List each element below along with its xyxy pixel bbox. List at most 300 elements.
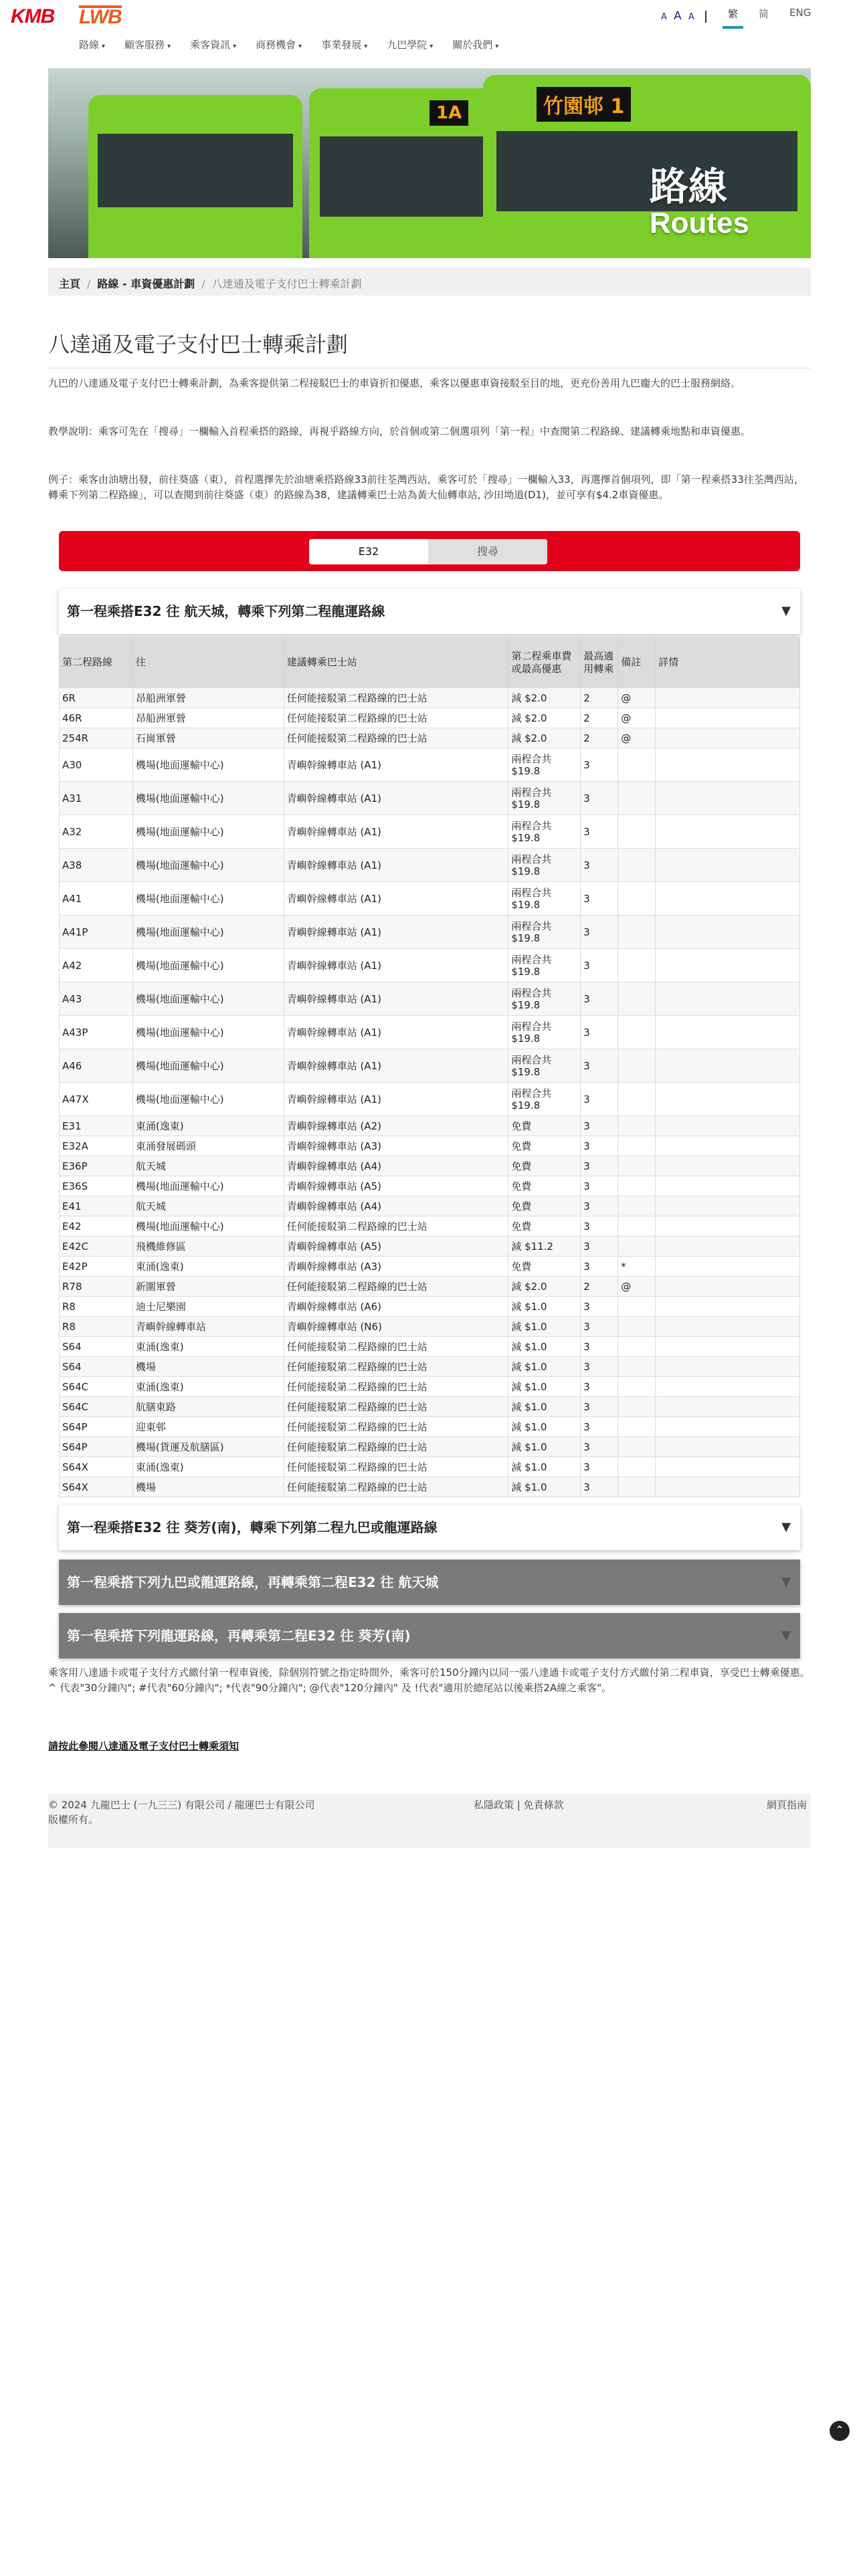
cell-fare: 減 $1.0 [508,1477,581,1497]
cell-route[interactable]: 254R [60,728,133,748]
cell-max-transfers: 3 [581,1477,618,1497]
cell-route[interactable]: A38 [60,849,133,882]
table-row [60,688,800,708]
bus-destination-sign-1a: 1A [430,100,468,126]
cell-route[interactable]: E41 [60,1196,133,1216]
cell-destination: 機場(地面運輸中心) [132,748,284,782]
cell-destination: 機場(地面運輸中心) [132,1049,284,1083]
table-row [60,1297,800,1317]
cell-interchange: 任何能接駁第二程路線的巴士站 [284,1417,508,1437]
bus-destination-sign: 竹園邨 1 [537,87,631,122]
cell-details[interactable] [656,782,800,815]
cell-fare: 免費 [508,1136,581,1156]
cell-details[interactable] [656,949,800,982]
accordion-title: 第一程乘搭E32 往 葵芳(南)，轉乘下列第二程九巴或龍運路線 [67,1519,438,1535]
cell-remarks [618,1116,656,1136]
cell-details[interactable] [656,1196,800,1216]
cell-details[interactable] [656,1317,800,1337]
cell-fare: 兩程合共 $19.8 [508,949,581,982]
cell-route[interactable]: A43P [60,1016,133,1049]
cell-destination: 東涌(逸東) [132,1337,284,1357]
cell-interchange: 青嶼幹線轉車站 (A3) [284,1257,508,1277]
cell-max-transfers: 3 [581,1136,618,1156]
cell-destination: 機場(地面運輸中心) [132,815,284,849]
cell-details[interactable] [656,1477,800,1497]
cell-details[interactable] [656,1136,800,1156]
cell-destination: 航天城 [132,1156,284,1176]
cell-destination: 機場(地面運輸中心) [132,1016,284,1049]
cell-destination: 青嶼幹線轉車站 [132,1317,284,1337]
cell-details[interactable] [656,1377,800,1397]
table-row [60,815,800,849]
table-row [60,1257,800,1277]
cell-fare: 減 $1.0 [508,1297,581,1317]
arrow-up-icon: ⌃ [835,2424,844,2436]
table-row [60,1016,800,1049]
accordion-first-leg-to-airport[interactable] [59,588,800,634]
table-row [60,1357,800,1377]
accordion-second-leg-to-airport[interactable] [59,1560,800,1605]
cell-max-transfers: 2 [581,708,618,728]
cell-route[interactable]: A41P [60,916,133,949]
cell-max-transfers: 2 [581,728,618,748]
footer-copyright [48,1798,363,1827]
cell-fare: 減 $1.0 [508,1397,581,1417]
cell-route[interactable]: E42 [60,1216,133,1237]
cell-details[interactable] [656,1277,800,1297]
cell-interchange: 任何能接駁第二程路線的巴士站 [284,1457,508,1477]
cell-fare: 減 $2.0 [508,728,581,748]
cell-max-transfers: 3 [581,982,618,1016]
cell-remarks [618,1156,656,1176]
cell-remarks [618,1457,656,1477]
cell-destination: 昂船洲軍營 [132,688,284,708]
chevron-down-icon: ▾ [102,43,106,50]
cell-route[interactable]: 6R [60,688,133,708]
table-row [60,1437,800,1457]
kmb-logo[interactable]: KMB [11,5,55,27]
cell-fare: 免費 [508,1257,581,1277]
cell-interchange: 青嶼幹線轉車站 (A1) [284,916,508,949]
cell-fare: 兩程合共 $19.8 [508,882,581,916]
cell-route[interactable]: A41 [60,882,133,916]
cell-details[interactable] [656,1417,800,1437]
chevron-down-icon: ▾ [495,43,499,50]
nav-passenger-info[interactable]: 乘客資訊 ▾ [190,39,237,51]
cell-destination: 迪士尼樂園 [132,1297,284,1317]
cell-fare: 兩程合共 $19.8 [508,916,581,949]
cell-interchange: 青嶼幹線轉車站 (A5) [284,1237,508,1257]
cell-destination: 機場 [132,1357,284,1377]
lang-traditional[interactable]: 繁 [723,7,743,29]
cell-remarks [618,1317,656,1337]
cell-details[interactable] [656,688,800,708]
cell-max-transfers: 2 [581,1277,618,1297]
table-row [60,1417,800,1437]
table-row [60,1317,800,1337]
cell-details[interactable] [656,1016,800,1049]
hero-banner [48,68,811,258]
cell-destination: 機場(地面運輸中心) [132,782,284,815]
cell-destination: 東涌(逸東) [132,1377,284,1397]
col-destination: 往 [132,637,284,688]
table-row [60,708,800,728]
cell-details[interactable] [656,1237,800,1257]
cell-route[interactable]: S64 [60,1337,133,1357]
cell-destination: 東涌(逸東) [132,1257,284,1277]
nav-about[interactable]: 關於我們 ▾ [452,39,499,51]
table-row [60,1237,800,1257]
breadcrumb-fare-schemes[interactable]: 路線 - 車資優惠計劃 [97,278,195,290]
breadcrumb-current: 八達通及電子支付巴士轉乘計劃 [211,278,362,290]
cell-route[interactable]: E36P [60,1156,133,1176]
cell-interchange: 青嶼幹線轉車站 (A1) [284,882,508,916]
cell-max-transfers: 3 [581,1176,618,1196]
table-row [60,1277,800,1297]
cell-max-transfers: 3 [581,1196,618,1216]
col-details: 詳情 [656,637,800,688]
cell-interchange: 任何能接駁第二程路線的巴士站 [284,1337,508,1357]
cell-interchange: 任何能接駁第二程路線的巴士站 [284,1216,508,1237]
cell-fare: 減 $11.2 [508,1237,581,1257]
example-paragraph: 例子：乘客由油塘出發，前往葵盛（東），首程選擇先於油塘乘搭路線33前往荃灣西站，乘客可於「搜尋」一欄輸入33，再選擇首個項列，即「第一程乘搭33往荃灣西站，轉乘下列第二程路線」，可以查閱到前往葵盛（東）的路線為38，建議轉乘巴士站為黃大仙轉車站, 沙田坳道(D1)，並可享有$4.2車資優惠。 [48,473,804,501]
lang-english[interactable]: ENG [789,7,812,19]
cell-route[interactable]: S64P [60,1437,133,1457]
table-header-row [60,637,800,688]
breadcrumb-separator: / [201,278,205,290]
cell-max-transfers: 3 [581,1156,618,1176]
cell-remarks: @ [618,728,656,748]
chevron-down-icon: ▾ [298,43,302,50]
cell-fare: 減 $2.0 [508,708,581,728]
cell-interchange: 青嶼幹線轉車站 (A1) [284,748,508,782]
cell-fare: 兩程合共 $19.8 [508,982,581,1016]
cell-interchange: 青嶼幹線轉車站 (A1) [284,849,508,882]
cell-route[interactable]: A43 [60,982,133,1016]
cell-interchange: 任何能接駁第二程路線的巴士站 [284,708,508,728]
cell-details[interactable] [656,1083,800,1116]
cell-interchange: 青嶼幹線轉車站 (A4) [284,1156,508,1176]
cell-interchange: 青嶼幹線轉車站 (A1) [284,982,508,1016]
cell-max-transfers: 3 [581,1397,618,1417]
cell-remarks [618,982,656,1016]
cell-details[interactable] [656,1176,800,1196]
main-nav [79,37,518,59]
cell-fare: 免費 [508,1116,581,1136]
cell-fare: 免費 [508,1176,581,1196]
table-row [60,1176,800,1196]
cell-details[interactable] [656,1397,800,1417]
cell-destination: 東涌發展碼頭 [132,1136,284,1156]
cell-route[interactable]: E31 [60,1116,133,1136]
table-row [60,982,800,1016]
cell-interchange: 青嶼幹線轉車站 (A1) [284,1016,508,1049]
cell-remarks [618,1437,656,1457]
cell-max-transfers: 3 [581,1437,618,1457]
cell-route[interactable]: E42P [60,1257,133,1277]
accordion-first-leg-to-kwai-fong[interactable] [59,1505,800,1550]
cell-details[interactable] [656,916,800,949]
cell-remarks [618,1196,656,1216]
bus-image-left [88,95,302,258]
accordion-title: 第一程乘搭下列九巴或龍運路線，再轉乘第二程E32 往 航天城 [67,1574,439,1590]
table-row [60,1049,800,1083]
text-size-small[interactable]: A [661,12,669,22]
cell-fare: 兩程合共 $19.8 [508,748,581,782]
cell-details[interactable] [656,1457,800,1477]
caret-down-icon: ▼ [781,1520,791,1534]
col-remarks: 備註 [618,637,656,688]
cell-route[interactable]: R78 [60,1277,133,1297]
text-size-medium[interactable]: A [674,9,684,23]
cell-fare: 減 $1.0 [508,1337,581,1357]
cell-details[interactable] [656,1049,800,1083]
table-row [60,1457,800,1477]
cell-destination: 東涌(逸東) [132,1457,284,1477]
cell-route[interactable]: E32A [60,1136,133,1156]
banner-title-zh: 路線 [649,164,727,209]
cell-remarks [618,1397,656,1417]
cell-fare: 減 $1.0 [508,1377,581,1397]
text-size-switcher [661,9,696,23]
cell-max-transfers: 3 [581,949,618,982]
cell-fare: 減 $1.0 [508,1317,581,1337]
tab-e32[interactable]: E32 [309,539,428,564]
cell-max-transfers: 3 [581,1216,618,1237]
cell-max-transfers: 3 [581,748,618,782]
table-row [60,1377,800,1397]
cell-details[interactable] [656,1257,800,1277]
cell-max-transfers: 3 [581,782,618,815]
footer-links [474,1798,564,1812]
cell-remarks [618,1357,656,1377]
cell-remarks: @ [618,708,656,728]
cell-destination: 機場(地面運輸中心) [132,1216,284,1237]
cell-max-transfers: 3 [581,1016,618,1049]
table-row [60,1397,800,1417]
cell-destination: 航天城 [132,1196,284,1216]
cell-fare: 兩程合共 $19.8 [508,815,581,849]
cell-destination: 機場 [132,1477,284,1497]
cell-details[interactable] [656,815,800,849]
transfer-note: 乘客用八達通卡或電子支付方式繳付第一程車資後，除個別符號之指定時間外，乘客可於150分鐘內以同一張八達通卡或電子支付方式繳付第二程車資，享受巴士轉乘優惠。 ^ 代表"30分鐘內"; #代表"60分鐘內"; *代表"90分鐘內"; @代表"120分鐘內" 及 !代表"適用於總尾站以後乘搭2A線之乘客"。 [48,1667,810,1694]
cell-destination: 機場(地面運輸中心) [132,849,284,882]
cell-details[interactable] [656,708,800,728]
cell-interchange: 任何能接駁第二程路線的巴士站 [284,1397,508,1417]
transfer-notice-link[interactable]: 請按此參閱八達通及電子支付巴士轉乘須知 [48,1740,240,1752]
cell-details[interactable] [656,748,800,782]
cell-route[interactable]: A32 [60,815,133,849]
cell-route[interactable]: S64X [60,1477,133,1497]
cell-details[interactable] [656,882,800,916]
cell-remarks [618,916,656,949]
cell-interchange: 青嶼幹線轉車站 (A3) [284,1136,508,1156]
table-row [60,916,800,949]
cell-details[interactable] [656,1116,800,1136]
cell-details[interactable] [656,982,800,1016]
cell-route[interactable]: S64C [60,1397,133,1417]
cell-route[interactable]: R8 [60,1317,133,1337]
text-size-large[interactable]: A [688,12,696,22]
cell-destination: 航膳東路 [132,1397,284,1417]
nav-customer-service[interactable]: 顧客服務 ▾ [124,39,171,51]
cell-route[interactable]: S64P [60,1417,133,1437]
cell-details[interactable] [656,1216,800,1237]
cell-remarks [618,1049,656,1083]
nav-careers[interactable]: 事業發展 ▾ [321,39,368,51]
cell-details[interactable] [656,1337,800,1357]
cell-remarks [618,748,656,782]
cell-route[interactable]: A46 [60,1049,133,1083]
cell-remarks [618,1136,656,1156]
cell-interchange: 任何能接駁第二程路線的巴士站 [284,1477,508,1497]
cell-details[interactable] [656,849,800,882]
cell-fare: 免費 [508,1156,581,1176]
lwb-logo[interactable]: LWB [79,6,122,28]
cell-route[interactable]: A42 [60,949,133,982]
cell-route[interactable]: A31 [60,782,133,815]
cell-remarks [618,1337,656,1357]
cell-route[interactable]: S64C [60,1377,133,1397]
bus-image-right [483,75,811,258]
col-interchange-stop: 建議轉乘巴士站 [284,637,508,688]
table-row [60,728,800,748]
cell-fare: 減 $2.0 [508,1277,581,1297]
table-row [60,748,800,782]
table-row [60,1083,800,1116]
cell-details[interactable] [656,1357,800,1377]
table-row [60,1136,800,1156]
cell-max-transfers: 3 [581,815,618,849]
tab-search[interactable]: 搜尋 [428,539,547,564]
cell-details[interactable] [656,1297,800,1317]
cell-destination: 機場(地面運輸中心) [132,982,284,1016]
breadcrumb-home[interactable]: 主頁 [59,278,81,290]
cell-interchange: 任何能接駁第二程路線的巴士站 [284,1377,508,1397]
cell-remarks [618,849,656,882]
cell-fare: 兩程合共 $19.8 [508,782,581,815]
header-divider [705,11,706,23]
cell-interchange: 青嶼幹線轉車站 (A1) [284,949,508,982]
chevron-down-icon: ▾ [430,43,434,50]
cell-route[interactable]: A47X [60,1083,133,1116]
cell-remarks: @ [618,1277,656,1297]
cell-destination: 飛機維修區 [132,1237,284,1257]
cell-fare: 兩程合共 $19.8 [508,1016,581,1049]
nav-business[interactable]: 商務機會 ▾ [256,39,302,51]
cell-max-transfers: 3 [581,1049,618,1083]
cell-remarks [618,1417,656,1437]
table-row [60,849,800,882]
col-max-transfers: 最高適用轉乘 [581,637,618,688]
banner-title [650,166,749,239]
cell-interchange: 青嶼幹線轉車站 (A1) [284,815,508,849]
cell-remarks [618,882,656,916]
back-to-top-button[interactable] [830,2421,850,2441]
disclaimer-link[interactable]: 免責條款 [523,1799,564,1811]
table-row [60,1116,800,1136]
cell-destination: 機場(地面運輸中心) [132,882,284,916]
cell-remarks [618,782,656,815]
privacy-policy-link[interactable]: 私隱政策 [474,1799,514,1811]
cell-destination: 機場(地面運輸中心) [132,916,284,949]
lang-simplified[interactable]: 简 [759,8,769,20]
cell-fare: 兩程合共 $19.8 [508,849,581,882]
cell-remarks [618,1176,656,1196]
cell-destination: 昂船洲軍營 [132,708,284,728]
route-tab-bar [59,531,800,571]
cell-details[interactable] [656,728,800,748]
cell-fare: 免費 [508,1196,581,1216]
table-row [60,1477,800,1497]
cell-remarks: @ [618,688,656,708]
caret-down-icon: ▼ [781,1575,791,1589]
cell-destination: 機場(地面運輸中心) [132,949,284,982]
cell-route[interactable]: R8 [60,1297,133,1317]
cell-fare: 減 $1.0 [508,1457,581,1477]
cell-route[interactable]: S64 [60,1357,133,1377]
accordion-second-leg-to-kwai-fong[interactable] [59,1613,800,1658]
cell-max-transfers: 2 [581,688,618,708]
nav-routes[interactable]: 路線 ▾ [79,39,106,51]
caret-down-icon: ▼ [781,1628,791,1642]
cell-interchange: 任何能接駁第二程路線的巴士站 [284,688,508,708]
cell-route[interactable]: 46R [60,708,133,728]
chevron-down-icon: ▾ [364,43,368,50]
copyright-text: © 2024 九龍巴士 (一九三三) 有限公司 / 龍運巴士有限公司 [48,1799,315,1811]
cell-route[interactable]: E36S [60,1176,133,1196]
cell-fare: 兩程合共 $19.8 [508,1049,581,1083]
cell-route[interactable]: E42C [60,1237,133,1257]
cell-remarks: * [618,1257,656,1277]
accordion-title: 第一程乘搭E32 往 航天城，轉乘下列第二程龍運路線 [67,603,385,619]
cell-max-transfers: 3 [581,1083,618,1116]
table-row [60,1196,800,1216]
table-row [60,1337,800,1357]
cell-remarks [618,815,656,849]
banner-title-en: Routes [649,207,749,239]
cell-remarks [618,1237,656,1257]
cell-max-transfers: 3 [581,1317,618,1337]
cell-destination: 石崗軍營 [132,728,284,748]
cell-route[interactable]: S64X [60,1457,133,1477]
cell-remarks [618,1216,656,1237]
nav-academy[interactable]: 九巴學院 ▾ [387,39,434,51]
col-second-leg-route: 第二程路線 [60,637,133,688]
footer-link-separator: | [514,1799,524,1811]
table-row [60,1216,800,1237]
cell-route[interactable]: A30 [60,748,133,782]
cell-interchange: 青嶼幹線轉車站 (A4) [284,1196,508,1216]
cell-max-transfers: 3 [581,1257,618,1277]
cell-details[interactable] [656,1156,800,1176]
cell-interchange: 任何能接駁第二程路線的巴士站 [284,728,508,748]
cell-details[interactable] [656,1437,800,1457]
site-header [0,0,859,33]
table-row [60,949,800,982]
table-row [60,782,800,815]
accordion-title: 第一程乘搭下列龍運路線，再轉乘第二程E32 往 葵芳(南) [67,1628,411,1644]
cell-max-transfers: 3 [581,916,618,949]
cell-interchange: 任何能接駁第二程路線的巴士站 [284,1277,508,1297]
cell-destination: 機場(地面運輸中心) [132,1083,284,1116]
cell-max-transfers: 3 [581,1357,618,1377]
cell-fare: 減 $1.0 [508,1417,581,1437]
table-row [60,1156,800,1176]
cell-interchange: 青嶼幹線轉車站 (A6) [284,1297,508,1317]
cell-interchange: 青嶼幹線轉車站 (A1) [284,1083,508,1116]
sitemap-link[interactable]: 網頁指南 [766,1799,807,1811]
